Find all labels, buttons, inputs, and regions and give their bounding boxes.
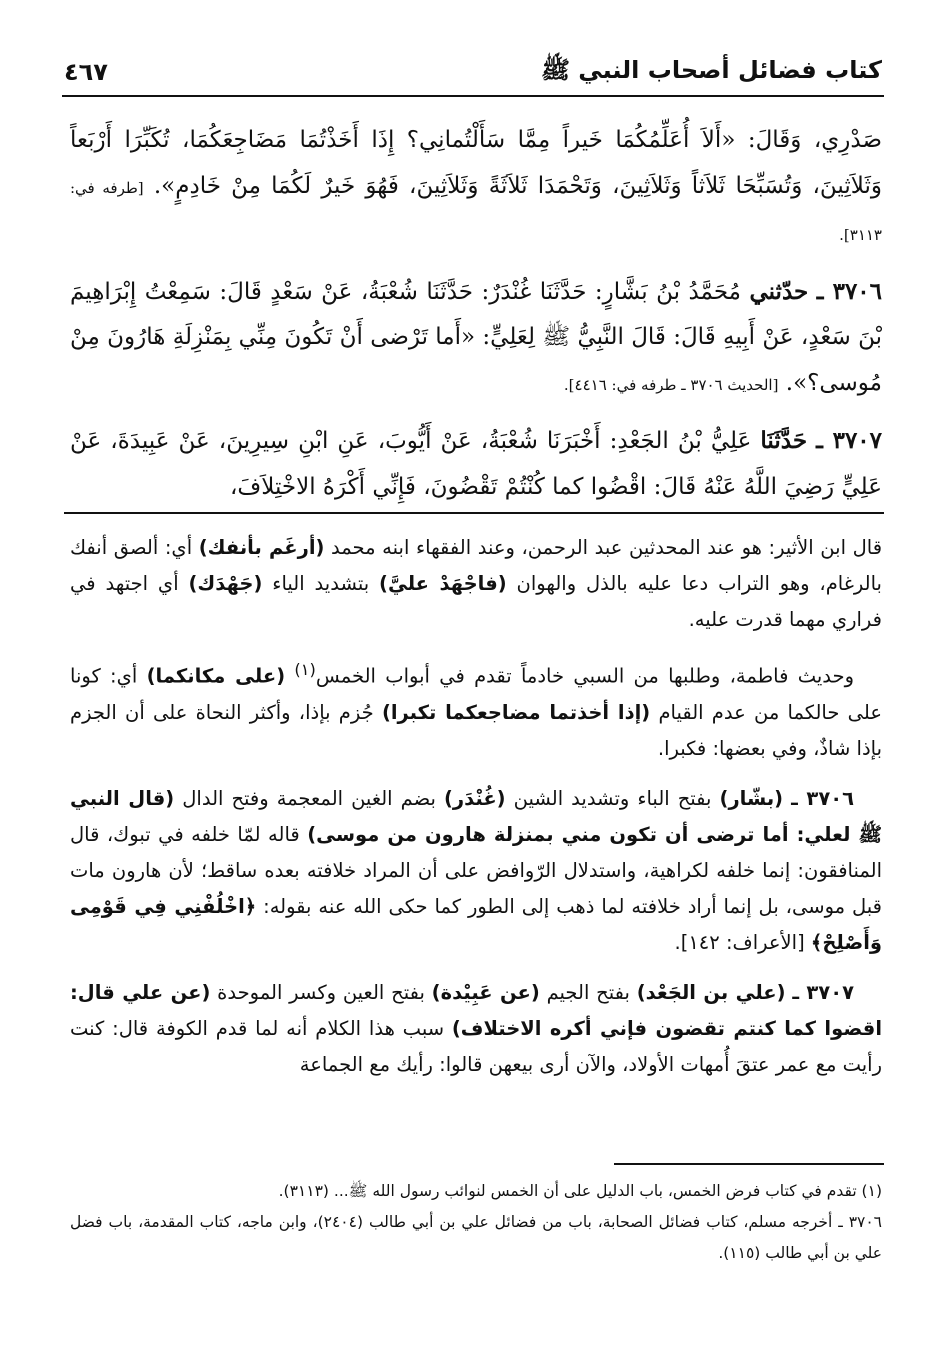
hadith-3706: ٣٧٠٦ ـ حدّثني مُحَمَّدُ بْنُ بَشَّارٍ: حَدَّثَنَا غُنْدَرٌ: حَدَّثَنَا شُعْبَةُ، عَنْ سَعْدٍ قَالَ: سَمِعْتُ إِبْرَاهِيمَ بْنَ سَعْدٍ، عَنْ أَبِيهِ قَالَ: قَالَ النَّبِيُّ ﷺ لِعَلِيٍّ: «أَما تَرْضى أَنْ تَكُونَ مِنِّي بِمَنْزِلَةِ هَارُونَ مِنْ مُوسى؟». [الحديث ٣٧٠٦ ـ طرفه في: ٤٤١٦]. bbox=[70, 277, 883, 396]
hadith-paragraph: صَدْرِي، وَقَالَ: «أَلاَ أُعَلِّمُكُمَا خَيراً مِمَّا سَأَلْتُمانِي؟ إِذَا أَخَذْتُمَا مَضَاجِعَكُمَا، تُكَبِّرَا أَرْبَعاً وَثَلاَثِينَ، وَتُسَبِّحَا ثَلاَثاً وَثَلاَثِينَ، وَتَحْمَدَا ثَلاَثَةً وَثَلاَثِينَ، فَهُوَ خَيرٌ لَكُمَا مِنْ خَادِمٍ». [طرفه في: ٣١١٣]. bbox=[70, 127, 882, 244]
footnote-divider bbox=[614, 1163, 884, 1165]
book-title: كتاب فضائل أصحاب النبي ﷺ bbox=[540, 55, 882, 84]
cross-reference: [الحديث ٣٧٠٦ ـ طرفه في: ٤٤١٦]. bbox=[563, 375, 779, 394]
page-header bbox=[64, 52, 882, 92]
footnote-marker: (١) bbox=[294, 660, 316, 679]
hadith-number: ٣٧٠٧ ـ bbox=[816, 427, 883, 454]
cross-reference: [طرفه في: ٣١١٣]. bbox=[70, 178, 882, 244]
header-rule bbox=[62, 95, 884, 97]
hadith-text bbox=[70, 118, 882, 510]
text-commentary-divider bbox=[64, 512, 884, 514]
hadith-number: ٣٧٠٦ ـ bbox=[791, 786, 855, 810]
commentary-paragraph: قال ابن الأثير: هو عند المحدثين عبد الرحمن، وعند الفقهاء ابنه محمد (أرغَم بأنفك) أي: ألصق أنفك بالرغام، وهو التراب دعا عليه بالذل والهوان (فاجْهَدْ عليَّ) بتشديد الياء (جَهْدَك) أي اجتهد في فراري مهما قدرت عليه. bbox=[70, 536, 883, 631]
quran-quote: ﴿اخْلُفْنِي فِي قَوْمِى وَأَصْلِحْ﴾ bbox=[70, 894, 882, 954]
commentary-paragraph: وحديث فاطمة، وطلبها من السبي خادماً تقدم في أبواب الخمس$^{(١)}$ (على مكانكما) أي: كونا على حالكما من عدم القيام (إذا أخذتما مضاجعكما تكبرا) جُزم بإذا، وأكثر النحاة على أن الجزم بإذا شاذٌ، وفي بعضها: فكبرا. bbox=[70, 660, 883, 760]
page-number: ٤٦٧ bbox=[64, 58, 108, 86]
footnotes bbox=[70, 1176, 882, 1269]
hadith-number: ٣٧٠٧ ـ bbox=[792, 980, 854, 1004]
commentary bbox=[70, 530, 882, 1083]
hadith-number: ٣٧٠٦ ـ bbox=[816, 277, 883, 305]
footnote: ٣٧٠٦ ـ أخرجه مسلم، كتاب فضائل الصحابة، باب من فضائل علي بن أبي طالب (٢٤٠٤)، وابن ماجه، كتاب المقدمة، باب فضل علي بن أبي طالب (١١٥). bbox=[70, 1213, 882, 1262]
commentary-3707: ٣٧٠٧ ـ (علي بن الجَعْد) بفتح الجيم (عن عَبِيْدة) بفتح العين وكسر الموحدة (عن علي قال: اقضوا كما كنتم تقضون فإني أكره الاختلاف) سبب هذا الكلام أنه لما قدم الكوفة قال: كنت رأيت مع عمر عتقَ أُمهات الأولاد، والآن أرى بيعهن قالوا: رأيك مع الجماعة bbox=[70, 980, 882, 1076]
footnote: (١) تقدم في كتاب فرض الخمس، باب الدليل على أن الخمس لنوائب رسول الله ﷺ... (٣١١٣). bbox=[278, 1182, 882, 1200]
hadith-3707: ٣٧٠٧ ـ حَدَّثَنَا عَلِيُّ بْنُ الجَعْدِ: أَخْبَرَنَا شُعْبَةُ، عَنْ أَيُّوبَ، عَنِ ابْنِ سِيرِينَ، عَنْ عَبِيدَةَ، عَنْ عَلِيٍّ رَضِيَ اللَّهُ عَنْهُ قَالَ: اقْضُوا كما كُنْتُمْ تَقْضُونَ، فَإِنِّي أَكْرَهُ الاخْتِلاَفَ، bbox=[70, 427, 883, 500]
commentary-3706: ٣٧٠٦ ـ (بشّار) بفتح الباء وتشديد الشين (غُنْدَر) بضم الغين المعجمة وفتح الدال (قال النبي ﷺ لعلي: أما ترضى أن تكون مني بمنزلة هارون من موسى) قاله لمّا خلفه في تبوك، قال المنافقون: إنما خلفه لكراهية، واستدلال الرّوافض على أن المراد خلافته بعده ساقط؛ لأن هارون مات قبل موسى، بل إنما أراد خلافته لما ذهب إلى الطور كما حكى الله عنه بقوله: ﴿اخْلُفْنِي فِي قَوْمِى وَأَصْلِحْ﴾ [الأعراف: ١٤٢]. bbox=[70, 786, 883, 954]
